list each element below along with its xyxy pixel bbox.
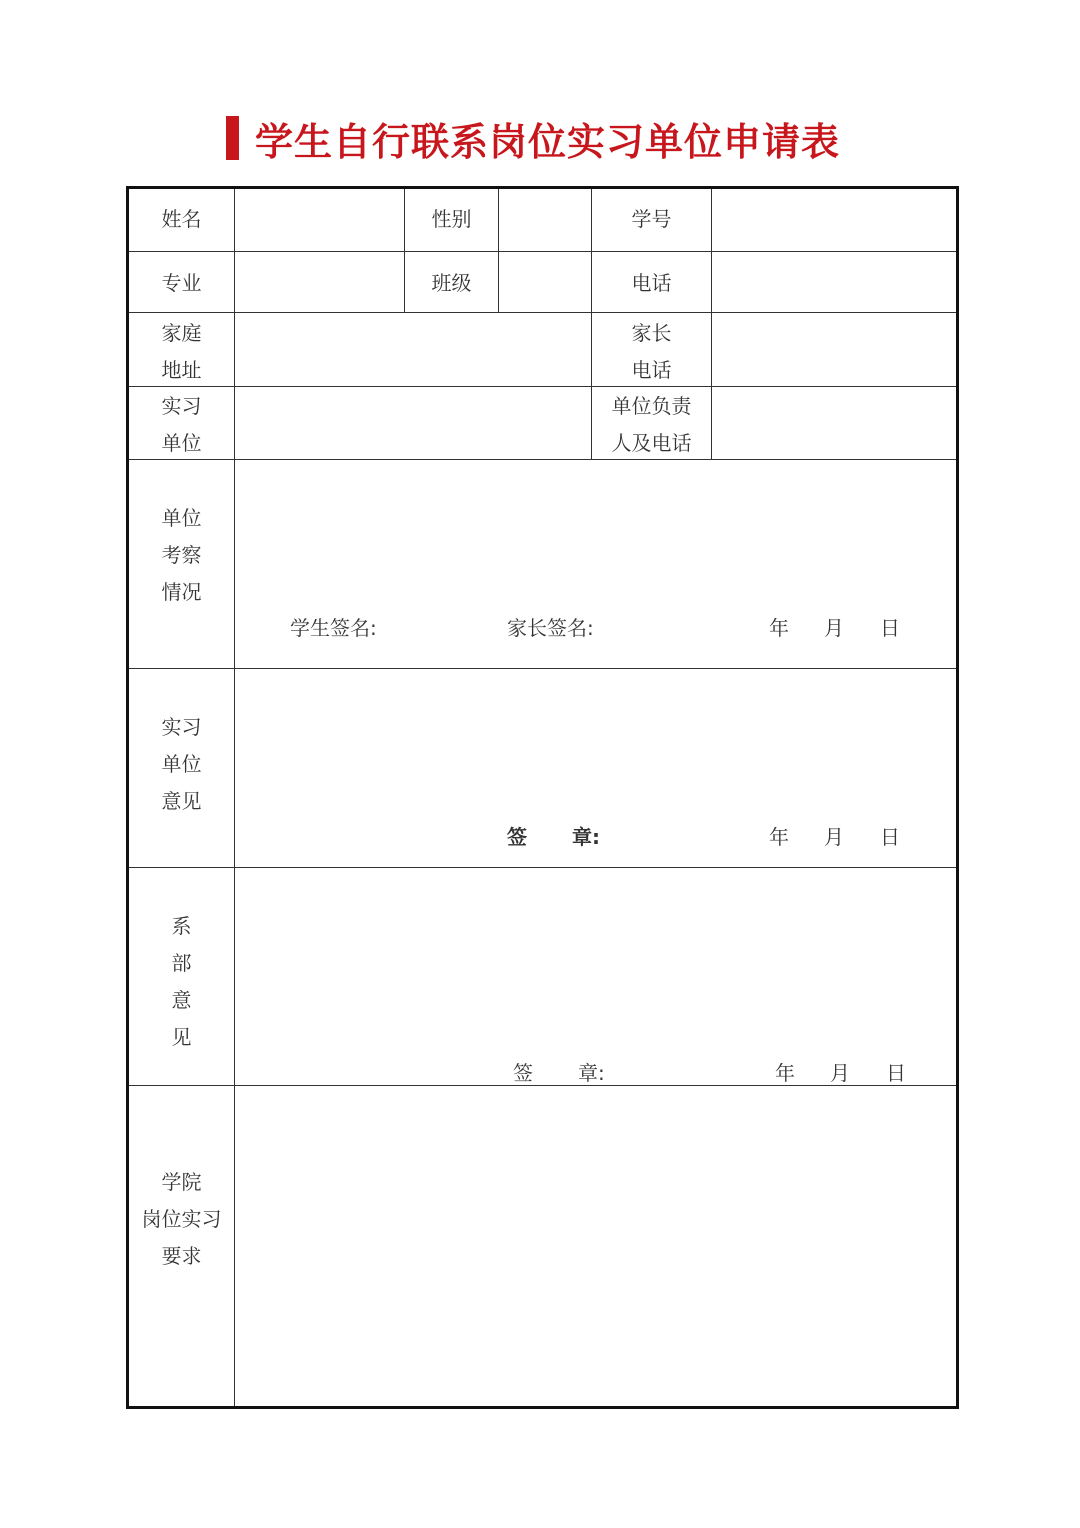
date-year-label: 年 [775,1061,795,1085]
class-label: 班级 [431,271,472,295]
college-requirements-field[interactable] [235,1086,956,1406]
parent-signature-label: 家长签名: [507,616,594,640]
student-id-field[interactable] [712,189,956,251]
college-requirements-label: 学院 岗位实习 要求 [141,1170,222,1268]
date-month-label: 月 [824,616,844,640]
parent-phone-field[interactable] [712,313,956,386]
parent-phone-label: 家长 电话 [631,321,672,382]
title-accent-bar [226,116,239,160]
student-signature-label: 学生签名: [290,616,377,640]
phone-label: 电话 [631,271,672,295]
page-title: 学生自行联系岗位实习单位申请表 [255,119,841,164]
seal-stamp-label: 章: [572,825,600,849]
application-form-table [126,186,959,1409]
internship-unit-label: 实习 单位 [161,394,202,455]
date-year-label: 年 [769,616,789,640]
home-address-field[interactable] [235,313,591,386]
seal-stamp-label: 章: [578,1061,605,1085]
phone-field[interactable] [712,252,956,312]
unit-contact-field[interactable] [712,387,956,459]
major-field[interactable] [235,252,404,312]
student-id-label: 学号 [631,207,672,231]
date-day-label: 日 [880,616,900,640]
date-day-label: 日 [886,1061,906,1085]
home-address-label: 家庭 地址 [161,321,202,382]
date-month-label: 月 [824,825,844,849]
date-year-label: 年 [769,825,789,849]
class-field[interactable] [499,252,591,312]
unit-opinion-label: 实习 单位 意见 [161,715,202,813]
inspection-label: 单位 考察 情况 [161,506,202,604]
unit-contact-label: 单位负责 人及电话 [611,394,692,455]
major-label: 专业 [161,271,202,295]
name-field[interactable] [235,189,404,251]
gender-label: 性别 [431,207,472,231]
dept-opinion-label: 系 部 意 见 [171,914,192,1049]
date-day-label: 日 [880,825,900,849]
name-label: 姓名 [161,207,202,231]
dept-opinion-field[interactable] [235,868,956,1085]
seal-sign-label: 签 [507,825,527,849]
date-month-label: 月 [830,1061,850,1085]
form-title-block [226,112,840,164]
gender-field[interactable] [499,189,591,251]
seal-sign-label: 签 [513,1061,533,1085]
internship-unit-field[interactable] [235,387,591,459]
